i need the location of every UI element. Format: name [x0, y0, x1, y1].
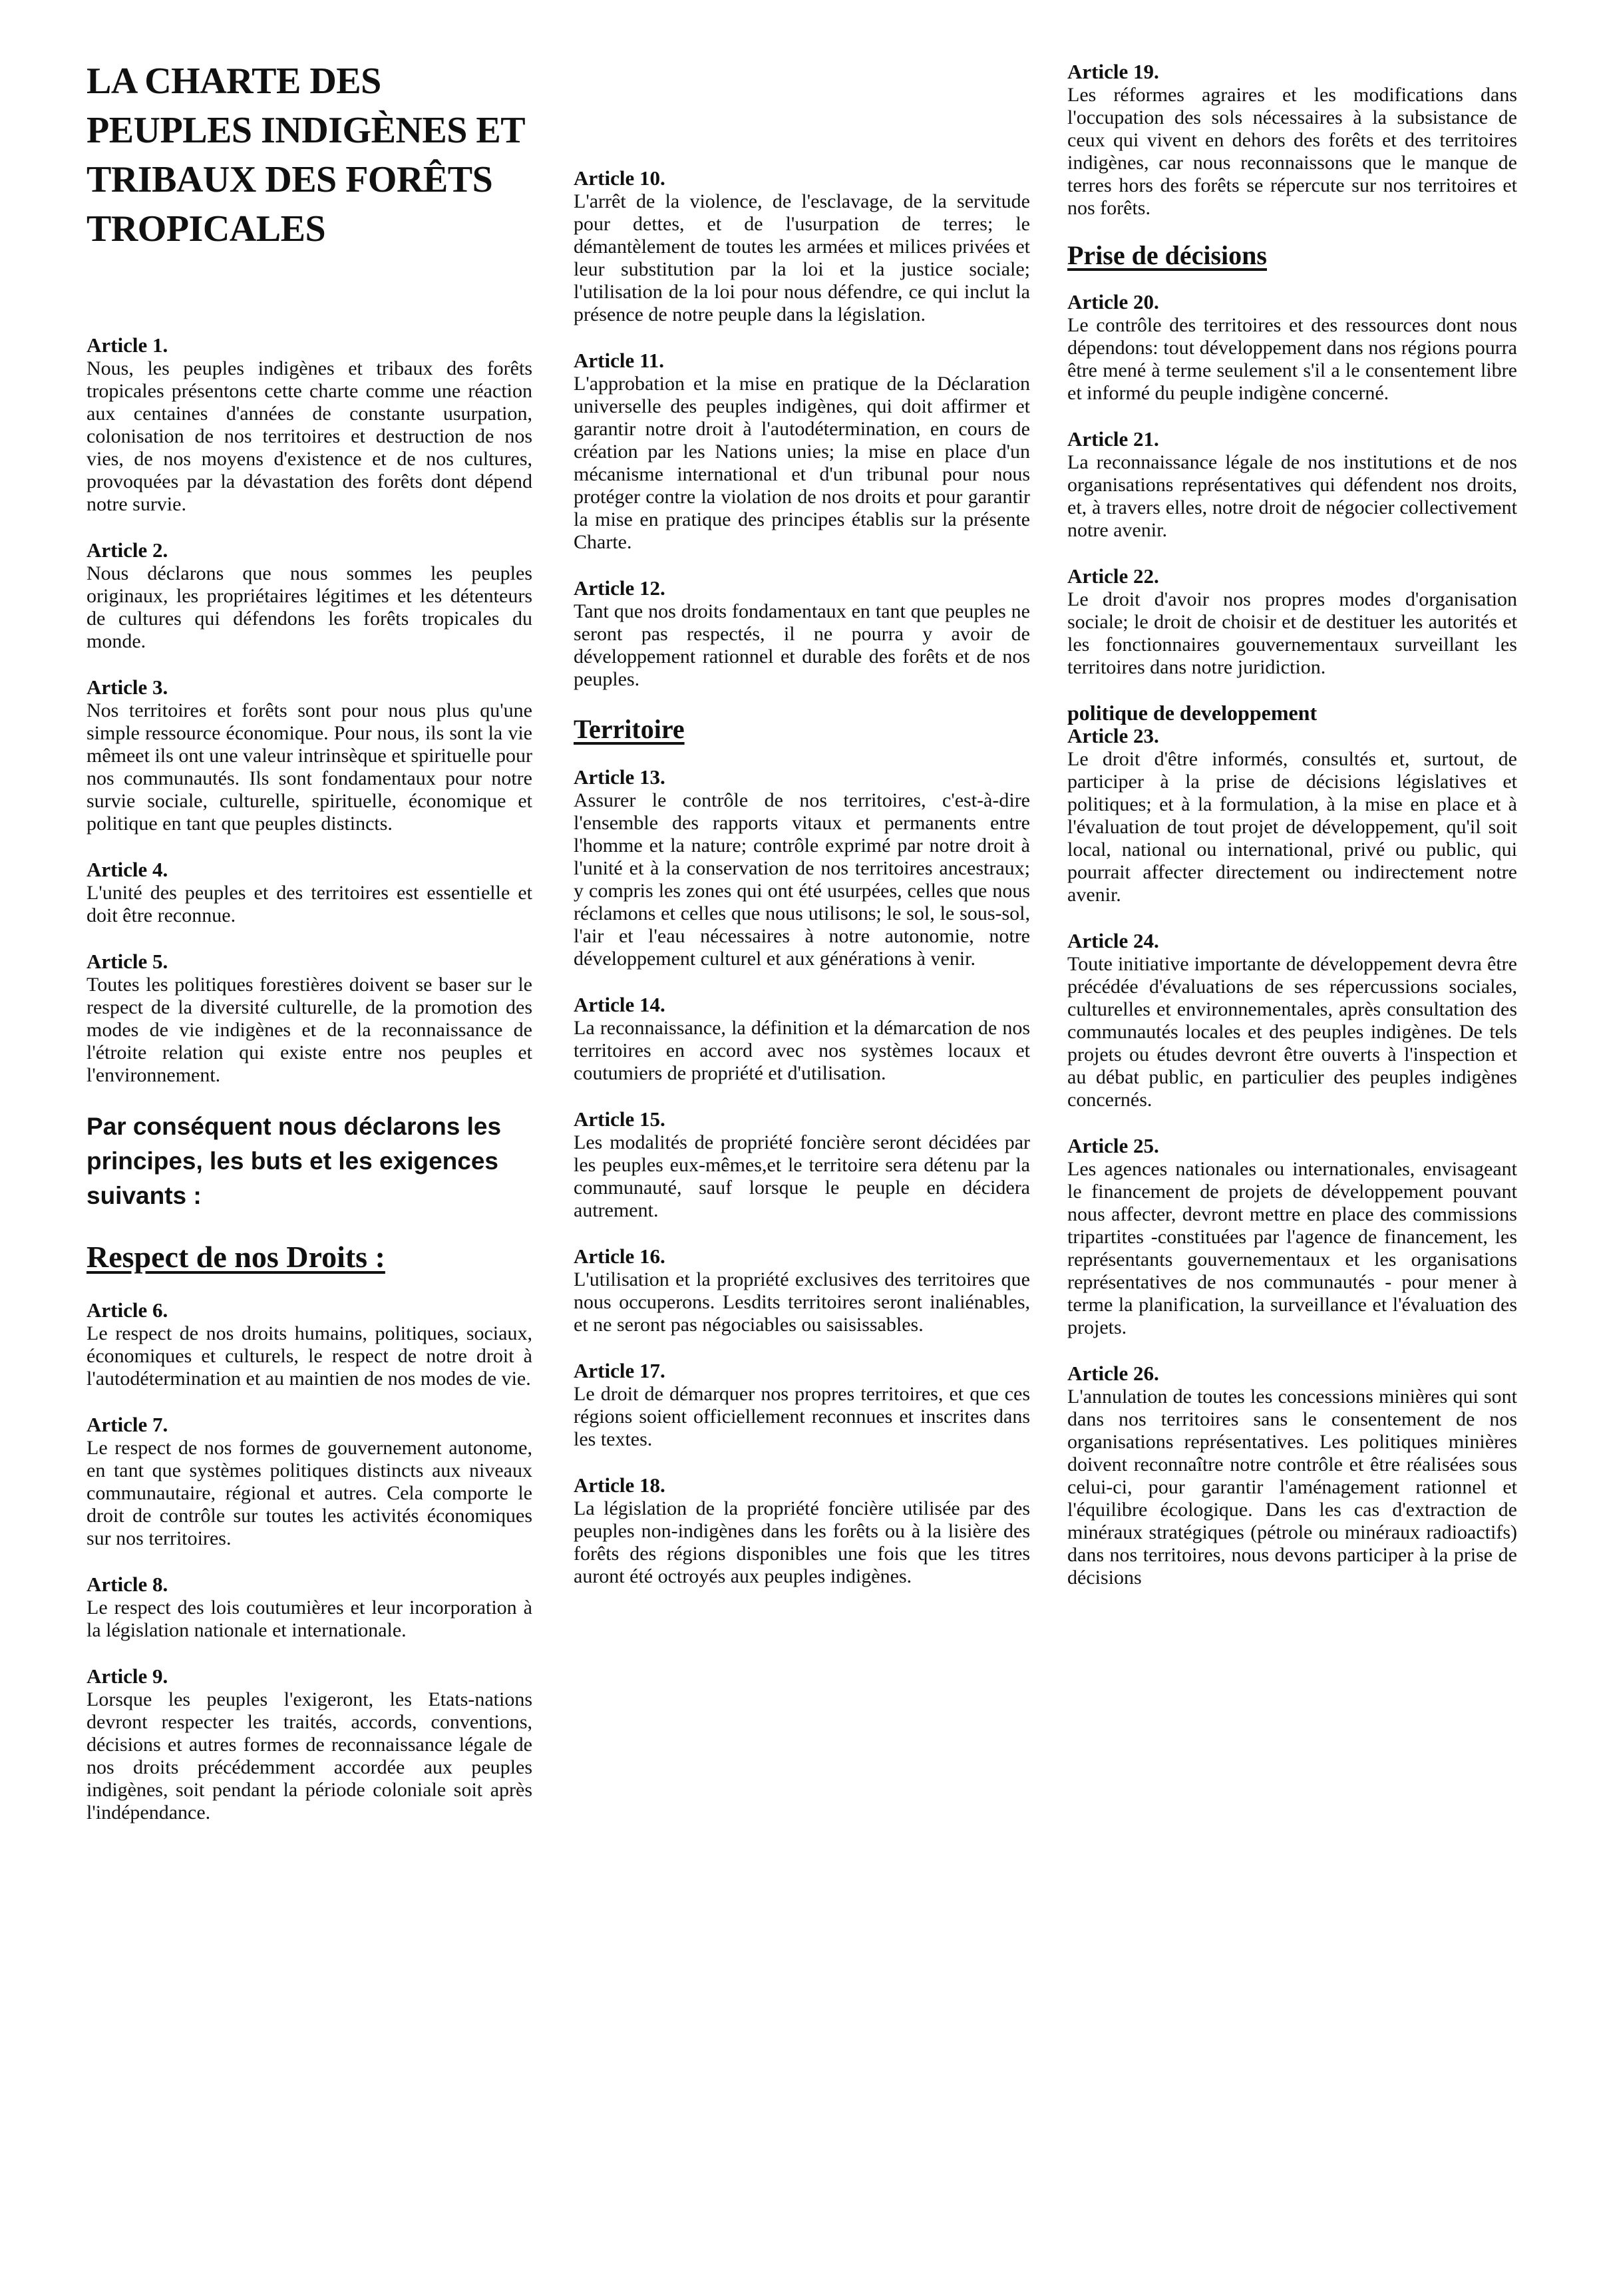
section-politique-heading: politique de developpement — [1067, 701, 1318, 725]
article-16 — [574, 1244, 1030, 1336]
article-16-text: L'utilisation et la propriété exclusives des territoires que nous occuperons. Lesdits territoires seront inaliénables, et ne seront pas négociables ou saisissables. — [574, 1268, 1030, 1336]
article-15 — [574, 1107, 1030, 1222]
article-4-text: L'unité des peuples et des territoires est essentielle et doit être reconnue. — [87, 882, 532, 926]
article-12 — [574, 576, 1030, 691]
article-24-title: Article 24. — [1067, 929, 1159, 952]
article-25 — [1067, 1134, 1517, 1339]
article-17-title: Article 17. — [574, 1359, 665, 1382]
article-11-text: L'approbation et la mise en pratique de la Déclaration universelle des peuples indigènes, qui doit affirmer et garantir notre droit à l'autodétermination, en cours de création par les Nations unies; la mise en place d'un mécanisme international et d'un tribunal pour nous protéger contre la violation de nos droits et pour garantir la mise en pratique des principes établis sur la présente Charte. — [574, 373, 1030, 553]
article-22-text: Le droit d'avoir nos propres modes d'organisation sociale; le droit de choisir et de destituer les autorités et les fonctionnaires gouvernementaux surveillant les territoires dans notre juridiction. — [1067, 588, 1517, 678]
article-9-text: Lorsque les peuples l'exigeront, les Etats-nations devront respecter les traités, accords, conventions, décisions et autres formes de reconnaissance légale de nos droits précédemment accordée aux peuples indigènes, soit pendant la période coloniale soit après l'indépendance. — [87, 1688, 532, 1823]
article-7-title: Article 7. — [87, 1413, 168, 1436]
article-9-title: Article 9. — [87, 1664, 168, 1688]
column-left — [87, 0, 532, 1824]
section-territoire-heading: Territoire — [574, 714, 685, 744]
article-1 — [87, 333, 532, 516]
section-respect-heading: Respect de nos Droits : — [87, 1240, 385, 1274]
article-13-title: Article 13. — [574, 765, 665, 789]
article-20-title: Article 20. — [1067, 290, 1159, 313]
article-16-title: Article 16. — [574, 1244, 665, 1268]
article-5-text: Toutes les politiques forestières doivent se baser sur le respect de la diversité culturelle, de la promotion des modes de vie indigènes et de la reconnaissance de l'étroite relation qui existe entre nos peuples et l'environnement. — [87, 974, 532, 1086]
article-11-title: Article 11. — [574, 349, 665, 372]
declaration-heading: Par conséquent nous déclarons les principes, les buts et les exigences suivants : — [87, 1113, 502, 1209]
article-21-title: Article 21. — [1067, 427, 1159, 451]
column-middle — [574, 166, 1030, 1588]
article-13-text: Assurer le contrôle de nos territoires, c'est-à-dire l'ensemble des rapports vitaux et permanents entre l'homme et la nature; contrôle exprimé par notre droit à l'unité et à la conservation de nos territoires ancestraux; y compris les zones qui ont été usurpées, celles que nous réclamons et celles que nous utilisons; le sol, le sous-sol, l'air et l'eau nécessaires à notre autonomie, notre développement culturel et aux générations à venir. — [574, 789, 1030, 970]
article-14 — [574, 993, 1030, 1085]
article-18 — [574, 1473, 1030, 1588]
column-right — [1067, 60, 1517, 1589]
article-2-title: Article 2. — [87, 538, 168, 562]
article-23-title: Article 23. — [1067, 724, 1159, 747]
article-18-text: La législation de la propriété foncière utilisée par des peuples non-indigènes dans les forêts ou à la lisière des forêts des régions disponibles une fois que les titres auront été octroyés aux peuples indigènes. — [574, 1497, 1030, 1587]
article-17 — [574, 1359, 1030, 1451]
article-3-text: Nos territoires et forêts sont pour nous plus qu'une simple ressource économique. Pour nous, ils sont la vie mêmeet ils ont une valeur intrinsèque et spirituelle pour nos communautés. Ils sont fondamentaux pour notre survie sociale, culturelle, spirituelle, économique et politique en tant que peuples distincts. — [87, 699, 532, 835]
article-14-text: La reconnaissance, la définition et la démarcation de nos territoires en accord avec nos systèmes locaux et coutumiers de propriété et d'utilisation. — [574, 1017, 1030, 1084]
article-13 — [574, 765, 1030, 970]
article-8-text: Le respect des lois coutumières et leur incorporation à la législation nationale et internationale. — [87, 1597, 532, 1641]
article-10-text: L'arrêt de la violence, de l'esclavage, de la servitude pour dettes, et de l'usurpation de terres; le démantèlement de toutes les armées et milices privées et leur substitution par la loi et la justice sociale; l'utilisation de la loi pour nous défendre, ce qui inclut la présence de notre peuple dans la législation. — [574, 190, 1030, 325]
article-19 — [1067, 60, 1517, 220]
article-12-text: Tant que nos droits fondamentaux en tant que peuples ne seront pas respectés, il ne pourra y avoir de développement rationnel et durable des forêts et de nos peuples. — [574, 600, 1030, 690]
article-14-title: Article 14. — [574, 993, 665, 1016]
article-23 — [1067, 724, 1517, 906]
article-26-title: Article 26. — [1067, 1362, 1159, 1385]
article-11 — [574, 349, 1030, 554]
article-1-text: Nous, les peuples indigènes et tribaux des forêts tropicales présentons cette charte comme une réaction aux centaines d'années de constante usurpation, colonisation de nos territoires et destruction de nos vies, de nos moyens d'existence et de nos cultures, provoquées par la dévastation des forêts dont dépend notre survie. — [87, 357, 532, 515]
article-10-title: Article 10. — [574, 166, 665, 190]
article-15-title: Article 15. — [574, 1107, 665, 1131]
article-26 — [1067, 1362, 1517, 1589]
article-20-text: Le contrôle des territoires et des ressources dont nous dépendons: tout développement dans nos régions pourra être mené à terme seulement s'il a le consentement libre et informé du peuple indigène concerné. — [1067, 314, 1517, 404]
article-26-text: L'annulation de toutes les concessions minières qui sont dans nos territoires sans le consentement de nos organisations représentatives. Les politiques minières doivent reconnaître notre contrôle et être réalisées sous celui-ci, pour garantir l'aménagement rationnel et l'équilibre écologique. Dans les cas d'extraction de minéraux stratégiques (pétrole ou minéraux radioactifs) dans nos territoires, nous devons participer à la prise de décisions — [1067, 1386, 1517, 1589]
article-4 — [87, 858, 532, 927]
article-4-title: Article 4. — [87, 858, 168, 881]
article-22 — [1067, 564, 1517, 679]
article-24-text: Toute initiative importante de développement devra être précédée d'évaluations de ses répercussions sociales, culturelles et environnementales, après consultation des communautés locales et des peuples indigènes. De tels projets ou études devront être ouverts à l'inspection et au débat public, en particulier des peuples indigènes concernés. — [1067, 953, 1517, 1111]
article-7-text: Le respect de nos formes de gouvernement autonome, en tant que systèmes politiques distincts aux niveaux communautaire, régional et autres. Cela comporte le droit de contrôle sur toutes les activités économiques sur nos territoires. — [87, 1437, 532, 1549]
document-title: LA CHARTE DES PEUPLES INDIGÈNES ET TRIBAUX DES FORÊTS TROPICALES — [87, 61, 525, 250]
section-prise-heading: Prise de décisions — [1067, 240, 1267, 270]
article-3-title: Article 3. — [87, 675, 168, 699]
article-25-text: Les agences nationales ou internationales, envisageant le financement de projets de développement pouvant nous affecter, devront mettre en place des commissions tripartites -constituées par l'agence de financement, les représentants gouvernementaux et les organisations représentatives de nos communautés - pour mener à terme la planification, la surveillance et l'évaluation des projets. — [1067, 1158, 1517, 1338]
article-9 — [87, 1664, 532, 1824]
article-2 — [87, 538, 532, 653]
article-2-text: Nous déclarons que nous sommes les peuples originaux, les propriétaires légitimes et les détenteurs de cultures qui défendons les forêts tropicales du monde. — [87, 562, 532, 652]
article-18-title: Article 18. — [574, 1473, 665, 1497]
article-19-text: Les réformes agraires et les modifications dans l'occupation des sols nécessaires à la subsistance de ceux qui vivent en dehors des forêts et des territoires indigènes, car nous reconnaissons que le manque de terres hors des forêts se répercute sur nos territoires et nos forêts. — [1067, 84, 1517, 219]
article-3 — [87, 675, 532, 835]
article-20 — [1067, 290, 1517, 405]
article-6 — [87, 1298, 532, 1390]
article-5-title: Article 5. — [87, 950, 168, 973]
article-23-text: Le droit d'être informés, consultés et, surtout, de participer à la prise de décisions législatives et politiques; et à la formulation, à la mise en place et à l'évaluation de tout projet de développement, qu'il soit local, national ou international, privé ou public, qui pourrait affecter directement ou indirectement notre avenir. — [1067, 748, 1517, 906]
article-15-text: Les modalités de propriété foncière seront décidées par les peuples eux-mêmes,et le territoire sera détenu par la communauté, sauf lorsque le peuple en décidera autrement. — [574, 1131, 1030, 1221]
article-12-title: Article 12. — [574, 576, 665, 600]
article-6-text: Le respect de nos droits humains, politiques, sociaux, économiques et culturels, le respect de notre droit à l'autodétermination et au maintien de nos modes de vie. — [87, 1322, 532, 1390]
article-19-title: Article 19. — [1067, 60, 1159, 83]
article-24 — [1067, 929, 1517, 1111]
article-21 — [1067, 427, 1517, 542]
article-17-text: Le droit de démarquer nos propres territoires, et que ces régions soient officiellement reconnues et inscrites dans les textes. — [574, 1383, 1030, 1450]
article-8-title: Article 8. — [87, 1573, 168, 1596]
article-8 — [87, 1573, 532, 1642]
article-21-text: La reconnaissance légale de nos institutions et de nos organisations représentatives qui défendent nos droits, et, à travers elles, notre droit de négocier collectivement notre avenir. — [1067, 451, 1517, 541]
article-5 — [87, 950, 532, 1087]
article-22-title: Article 22. — [1067, 564, 1159, 588]
article-25-title: Article 25. — [1067, 1134, 1159, 1157]
article-6-title: Article 6. — [87, 1298, 168, 1322]
article-1-title: Article 1. — [87, 333, 168, 357]
article-10 — [574, 166, 1030, 326]
article-7 — [87, 1413, 532, 1550]
